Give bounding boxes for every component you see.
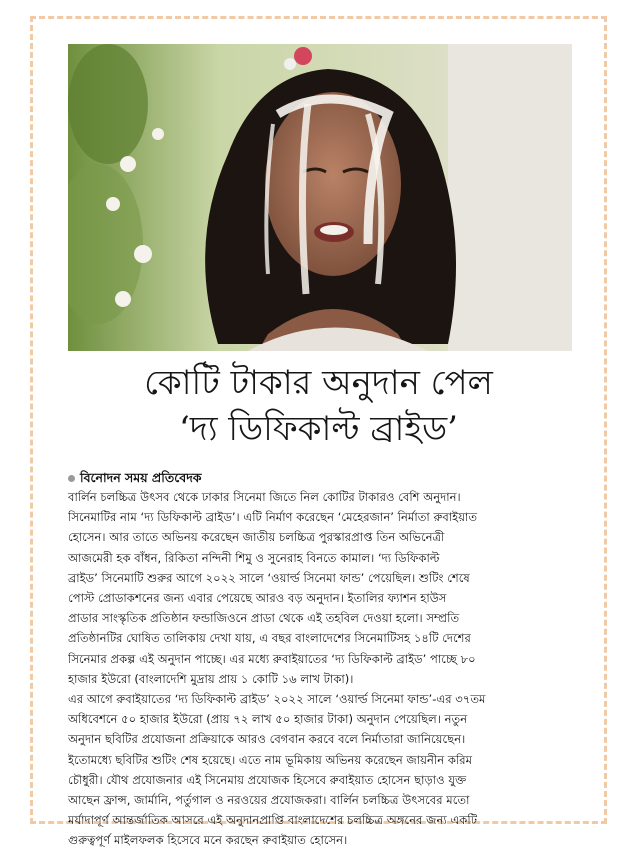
body-line: বার্লিন চলচ্চিত্র উৎসব থেকে ঢাকার সিনেমা জিতে নিল কোটির টাকারও বেশি অনুদান। [68, 490, 461, 504]
body-line: অনুদান ছবিটির প্রযোজনা প্রক্রিয়াকে আরও বেগবান করবে বলে নির্মাতারা জানিয়েছেন। [68, 732, 466, 747]
headline [40, 360, 597, 452]
body-line: গুরুত্বপূর্ণ মাইলফলক হিসেবে মনে করছেন রুবাইয়াত হোসেন। [68, 833, 348, 848]
body-line: মর্যাদাপূর্ণ আন্তর্জাতিক আসরে এই অনুদানপ্রাপ্তি বাংলাদেশের চলচ্চিত্র অঙ্গনের জন্য একটি [68, 813, 478, 828]
body-line: আছেন ফ্রান্স, জার্মানি, পর্তুগাল ও নরওয়ের প্রযোজকরা। বার্লিন চলচ্চিত্র উৎসবের মতো [68, 793, 470, 808]
body-line: চৌধুরী। যৌথ প্রযোজনার এই সিনেমায় প্রযোজক হিসেবে রুবাইয়াত হোসেন ছাড়াও যুক্ত [68, 772, 467, 787]
body-line: সিনেমাটির নাম ‘দ্য ডিফিকাল্ট ব্রাইড’। এটি নির্মাণ করেছেন ‘মেহেরজান’ নির্মাতা রুবাইয়াত [68, 510, 478, 525]
body-line: হোসেন। আর তাতে অভিনয় করেছেন জাতীয় চলচ্চিত্র পুরস্কারপ্রাপ্ত তিন অভিনেত্রী [68, 530, 445, 545]
bullet-icon [68, 475, 75, 482]
body-line: অধিবেশনে ৫০ হাজার ইউরো (প্রায় ৭২ লাখ ৫০ হাজার টাকা) অনুদান পেয়েছিল। নতুন [68, 712, 468, 727]
body-line: ইতোমধ্যে ছবিটির শুটিং শেষ হয়েছে। এতে নাম ভূমিকায় অভিনয় করেছেন জায়নীন করিম [68, 752, 473, 767]
article-body [68, 487, 573, 851]
body-line: প্রাডার সাংস্কৃতিক প্রতিষ্ঠান ফন্ডাজিওনে প্রাডা থেকে এই তহবিল দেওয়া হলো। সম্প্রতি [68, 611, 460, 626]
article-photo [68, 44, 572, 351]
woman-portrait-illustration [68, 44, 572, 351]
body-line: আজমেরী হক বাঁধন, রিকিতা নন্দিনী শিমু ও সুনেরাহ বিনতে কামাল। ‘দ্য ডিফিকাল্ট [68, 550, 440, 565]
body-line: এর আগে রুবাইয়াতের ‘দ্য ডিফিকাল্ট ব্রাইড’ ২০২২ সালে ‘ওয়ার্ল্ড সিনেমা ফান্ড’-এর ৩৭তম [68, 692, 486, 707]
body-line: পোস্ট প্রোডাকশনের জন্য এবার পেয়েছে আরও বড় অনুদান। ইতালির ফ্যাশন হাউস [68, 591, 447, 606]
headline-line-2: ‘দ্য ডিফিকাল্ট ব্রাইড’ [179, 409, 458, 449]
body-line: সিনেমার প্রকল্প এই অনুদান পাচ্ছে। এর মধ্যে রুবাইয়াতের ‘দ্য ডিফিকাল্ট ব্রাইড’ পাচ্ছে ৮০ [68, 651, 476, 666]
byline-text: বিনোদন সময় প্রতিবেদক [80, 470, 202, 485]
body-line: ব্রাইড’ সিনেমাটি শুরুর আগে ২০২২ সালে ‘ওয়ার্ল্ড সিনেমা ফান্ড’ পেয়েছিল। শুটিং শেষে [68, 570, 470, 585]
headline-line-1: কোটি টাকার অনুদান পেল [144, 363, 493, 403]
byline [68, 470, 202, 486]
body-line: হাজার ইউরো (বাংলাদেশি মুদ্রায় প্রায় ১ কোটি ১৬ লাখ টাকা)। [68, 671, 354, 686]
body-line: প্রতিষ্ঠানটির ঘোষিত তালিকায় দেখা যায়, এ বছর বাংলাদেশের সিনেমাটিসহ ১৪টি দেশের [68, 631, 471, 646]
